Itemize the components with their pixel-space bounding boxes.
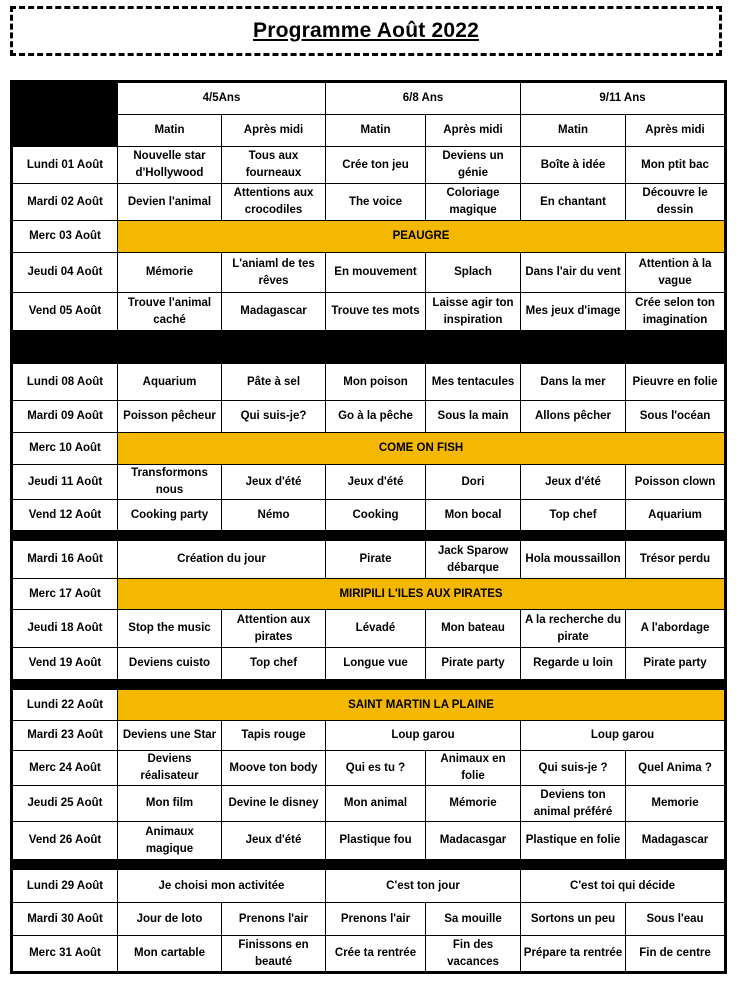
activity-cell: Mon bocal bbox=[426, 500, 521, 531]
day-cell: Merc 24 Août bbox=[12, 751, 118, 786]
activity-cell: Loup garou bbox=[326, 721, 521, 751]
activity-cell: Splach bbox=[426, 253, 521, 293]
table-row bbox=[12, 870, 726, 903]
activity-cell: Devien l'animal bbox=[118, 184, 222, 221]
activity-cell: The voice bbox=[326, 184, 426, 221]
programme-table bbox=[10, 80, 727, 974]
day-cell: Lundi 22 Août bbox=[12, 690, 118, 721]
table-row bbox=[12, 293, 726, 331]
activity-cell: Devine le disney bbox=[222, 786, 326, 822]
activity-cell: Qui es tu ? bbox=[326, 751, 426, 786]
age-group-9-11: 9/11 Ans bbox=[521, 82, 726, 115]
title-box bbox=[10, 6, 722, 56]
activity-cell: Mes jeux d'image bbox=[521, 293, 626, 331]
activity-cell: Plastique en folie bbox=[521, 822, 626, 860]
activity-cell: Regarde u loin bbox=[521, 648, 626, 680]
activity-cell: Deviens cuisto bbox=[118, 648, 222, 680]
slot-header: Après midi bbox=[222, 115, 326, 147]
day-cell: Jeudi 11 Août bbox=[12, 465, 118, 500]
table-row bbox=[12, 500, 726, 531]
slot-header: Après midi bbox=[426, 115, 521, 147]
week-separator bbox=[12, 860, 726, 870]
week-separator bbox=[12, 531, 726, 541]
table-row bbox=[12, 579, 726, 610]
activity-cell: Tapis rouge bbox=[222, 721, 326, 751]
day-cell: Vend 05 Août bbox=[12, 293, 118, 331]
activity-cell: Pâte à sel bbox=[222, 364, 326, 401]
day-cell: Vend 19 Août bbox=[12, 648, 118, 680]
activity-cell: Madagascar bbox=[222, 293, 326, 331]
activity-cell: Prenons l'air bbox=[326, 903, 426, 936]
activity-cell: Découvre le dessin bbox=[626, 184, 726, 221]
activity-cell: Fin des vacances bbox=[426, 936, 521, 973]
activity-cell: Transformons nous bbox=[118, 465, 222, 500]
activity-cell: Prenons l'air bbox=[222, 903, 326, 936]
activity-cell: A l'abordage bbox=[626, 610, 726, 648]
activity-cell: Mémorie bbox=[118, 253, 222, 293]
day-cell: Mardi 09 Août bbox=[12, 401, 118, 433]
activity-cell: Moove ton body bbox=[222, 751, 326, 786]
day-cell: Merc 17 Août bbox=[12, 579, 118, 610]
activity-cell: Aquarium bbox=[118, 364, 222, 401]
activity-cell: Qui suis-je? bbox=[222, 401, 326, 433]
corner-cell bbox=[12, 82, 118, 147]
slot-header-row bbox=[12, 115, 726, 147]
day-cell: Mardi 23 Août bbox=[12, 721, 118, 751]
table-row bbox=[12, 221, 726, 253]
activity-cell: Loup garou bbox=[521, 721, 726, 751]
table-row bbox=[12, 541, 726, 579]
activity-cell: Pirate party bbox=[426, 648, 521, 680]
day-cell: Jeudi 04 Août bbox=[12, 253, 118, 293]
activity-cell: Dori bbox=[426, 465, 521, 500]
activity-cell: Attentions aux crocodiles bbox=[222, 184, 326, 221]
activity-cell: C'est toi qui décide bbox=[521, 870, 726, 903]
activity-cell: Stop the music bbox=[118, 610, 222, 648]
activity-cell: Sous la main bbox=[426, 401, 521, 433]
activity-cell: Mon ptit bac bbox=[626, 147, 726, 184]
day-cell: Jeudi 18 Août bbox=[12, 610, 118, 648]
table-row bbox=[12, 401, 726, 433]
activity-cell: Pirate party bbox=[626, 648, 726, 680]
activity-cell: Lévadé bbox=[326, 610, 426, 648]
activity-cell: Go à la pêche bbox=[326, 401, 426, 433]
activity-cell: Animaux magique bbox=[118, 822, 222, 860]
activity-cell: Némo bbox=[222, 500, 326, 531]
activity-cell: Crée selon ton imagination bbox=[626, 293, 726, 331]
activity-cell: Memorie bbox=[626, 786, 726, 822]
day-cell: Vend 26 Août bbox=[12, 822, 118, 860]
activity-cell: Madagascar bbox=[626, 822, 726, 860]
table-row bbox=[12, 648, 726, 680]
event-bar: MIRIPILI L'ILES AUX PIRATES bbox=[118, 579, 726, 610]
activity-cell: Mon cartable bbox=[118, 936, 222, 973]
activity-cell: Coloriage magique bbox=[426, 184, 521, 221]
table-row bbox=[12, 184, 726, 221]
activity-cell: C'est ton jour bbox=[326, 870, 521, 903]
activity-cell: Sous l'océan bbox=[626, 401, 726, 433]
activity-cell: Cooking bbox=[326, 500, 426, 531]
week-separator bbox=[12, 331, 726, 364]
activity-cell: Sous l'eau bbox=[626, 903, 726, 936]
table-row bbox=[12, 936, 726, 973]
table-row bbox=[12, 751, 726, 786]
table-row bbox=[12, 433, 726, 465]
activity-cell: Top chef bbox=[222, 648, 326, 680]
activity-cell: Je choisi mon activitée bbox=[118, 870, 326, 903]
activity-cell: Mon poison bbox=[326, 364, 426, 401]
day-cell: Merc 10 Août bbox=[12, 433, 118, 465]
activity-cell: Allons pêcher bbox=[521, 401, 626, 433]
activity-cell: Trouve l'animal caché bbox=[118, 293, 222, 331]
activity-cell: Cooking party bbox=[118, 500, 222, 531]
table-row bbox=[12, 364, 726, 401]
table-row bbox=[12, 721, 726, 751]
activity-cell: Sa mouille bbox=[426, 903, 521, 936]
activity-cell: Jeux d'été bbox=[222, 465, 326, 500]
activity-cell: Nouvelle star d'Hollywood bbox=[118, 147, 222, 184]
activity-cell: Finissons en beauté bbox=[222, 936, 326, 973]
event-bar: SAINT MARTIN LA PLAINE bbox=[118, 690, 726, 721]
activity-cell: Poisson clown bbox=[626, 465, 726, 500]
activity-cell: Attention à la vague bbox=[626, 253, 726, 293]
activity-cell: Madacasgar bbox=[426, 822, 521, 860]
table-row bbox=[12, 786, 726, 822]
activity-cell: Jeux d'été bbox=[521, 465, 626, 500]
age-group-6-8: 6/8 Ans bbox=[326, 82, 521, 115]
activity-cell: Prépare ta rentrée bbox=[521, 936, 626, 973]
activity-cell: L'aniaml de tes rêves bbox=[222, 253, 326, 293]
age-header-row bbox=[12, 82, 726, 115]
activity-cell: Jack Sparow débarque bbox=[426, 541, 521, 579]
activity-cell: Laisse agir ton inspiration bbox=[426, 293, 521, 331]
activity-cell: Hola moussaillon bbox=[521, 541, 626, 579]
slot-header: Après midi bbox=[626, 115, 726, 147]
slot-header: Matin bbox=[521, 115, 626, 147]
activity-cell: Animaux en folie bbox=[426, 751, 521, 786]
activity-cell: Tous aux fourneaux bbox=[222, 147, 326, 184]
activity-cell: Top chef bbox=[521, 500, 626, 531]
activity-cell: Trésor perdu bbox=[626, 541, 726, 579]
day-cell: Merc 31 Août bbox=[12, 936, 118, 973]
activity-cell: Crée ta rentrée bbox=[326, 936, 426, 973]
table-row bbox=[12, 822, 726, 860]
table-row bbox=[12, 253, 726, 293]
activity-cell: Mon animal bbox=[326, 786, 426, 822]
activity-cell: En chantant bbox=[521, 184, 626, 221]
activity-cell: Quel Anima ? bbox=[626, 751, 726, 786]
table-row bbox=[12, 690, 726, 721]
activity-cell: Aquarium bbox=[626, 500, 726, 531]
activity-cell: Crée ton jeu bbox=[326, 147, 426, 184]
activity-cell: Qui suis-je ? bbox=[521, 751, 626, 786]
activity-cell: Dans la mer bbox=[521, 364, 626, 401]
day-cell: Vend 12 Août bbox=[12, 500, 118, 531]
day-cell: Merc 03 Août bbox=[12, 221, 118, 253]
activity-cell: Mon bateau bbox=[426, 610, 521, 648]
activity-cell: Deviens une Star bbox=[118, 721, 222, 751]
activity-cell: Deviens réalisateur bbox=[118, 751, 222, 786]
activity-cell: Trouve tes mots bbox=[326, 293, 426, 331]
activity-cell: Jour de loto bbox=[118, 903, 222, 936]
table-row bbox=[12, 903, 726, 936]
table-row bbox=[12, 465, 726, 500]
day-cell: Mardi 16 Août bbox=[12, 541, 118, 579]
slot-header: Matin bbox=[118, 115, 222, 147]
activity-cell: A la recherche du pirate bbox=[521, 610, 626, 648]
activity-cell: Création du jour bbox=[118, 541, 326, 579]
day-cell: Mardi 02 Août bbox=[12, 184, 118, 221]
activity-cell: Mon film bbox=[118, 786, 222, 822]
activity-cell: Longue vue bbox=[326, 648, 426, 680]
activity-cell: Poisson pêcheur bbox=[118, 401, 222, 433]
day-cell: Jeudi 25 Août bbox=[12, 786, 118, 822]
activity-cell: Deviens un génie bbox=[426, 147, 521, 184]
week-separator bbox=[12, 680, 726, 690]
page-title: Programme Août 2022 bbox=[253, 19, 479, 42]
activity-cell: Deviens ton animal préféré bbox=[521, 786, 626, 822]
day-cell: Lundi 29 Août bbox=[12, 870, 118, 903]
table-row bbox=[12, 147, 726, 184]
slot-header: Matin bbox=[326, 115, 426, 147]
activity-cell: Pirate bbox=[326, 541, 426, 579]
day-cell: Lundi 08 Août bbox=[12, 364, 118, 401]
activity-cell: En mouvement bbox=[326, 253, 426, 293]
activity-cell: Fin de centre bbox=[626, 936, 726, 973]
event-bar: COME ON FISH bbox=[118, 433, 726, 465]
activity-cell: Mes tentacules bbox=[426, 364, 521, 401]
activity-cell: Sortons un peu bbox=[521, 903, 626, 936]
activity-cell: Pieuvre en folie bbox=[626, 364, 726, 401]
day-cell: Lundi 01 Août bbox=[12, 147, 118, 184]
activity-cell: Attention aux pirates bbox=[222, 610, 326, 648]
activity-cell: Boîte à idée bbox=[521, 147, 626, 184]
activity-cell: Jeux d'été bbox=[222, 822, 326, 860]
event-bar: PEAUGRE bbox=[118, 221, 726, 253]
table-row bbox=[12, 610, 726, 648]
activity-cell: Mémorie bbox=[426, 786, 521, 822]
day-cell: Mardi 30 Août bbox=[12, 903, 118, 936]
activity-cell: Jeux d'été bbox=[326, 465, 426, 500]
age-group-4-5: 4/5Ans bbox=[118, 82, 326, 115]
activity-cell: Dans l'air du vent bbox=[521, 253, 626, 293]
activity-cell: Plastique fou bbox=[326, 822, 426, 860]
